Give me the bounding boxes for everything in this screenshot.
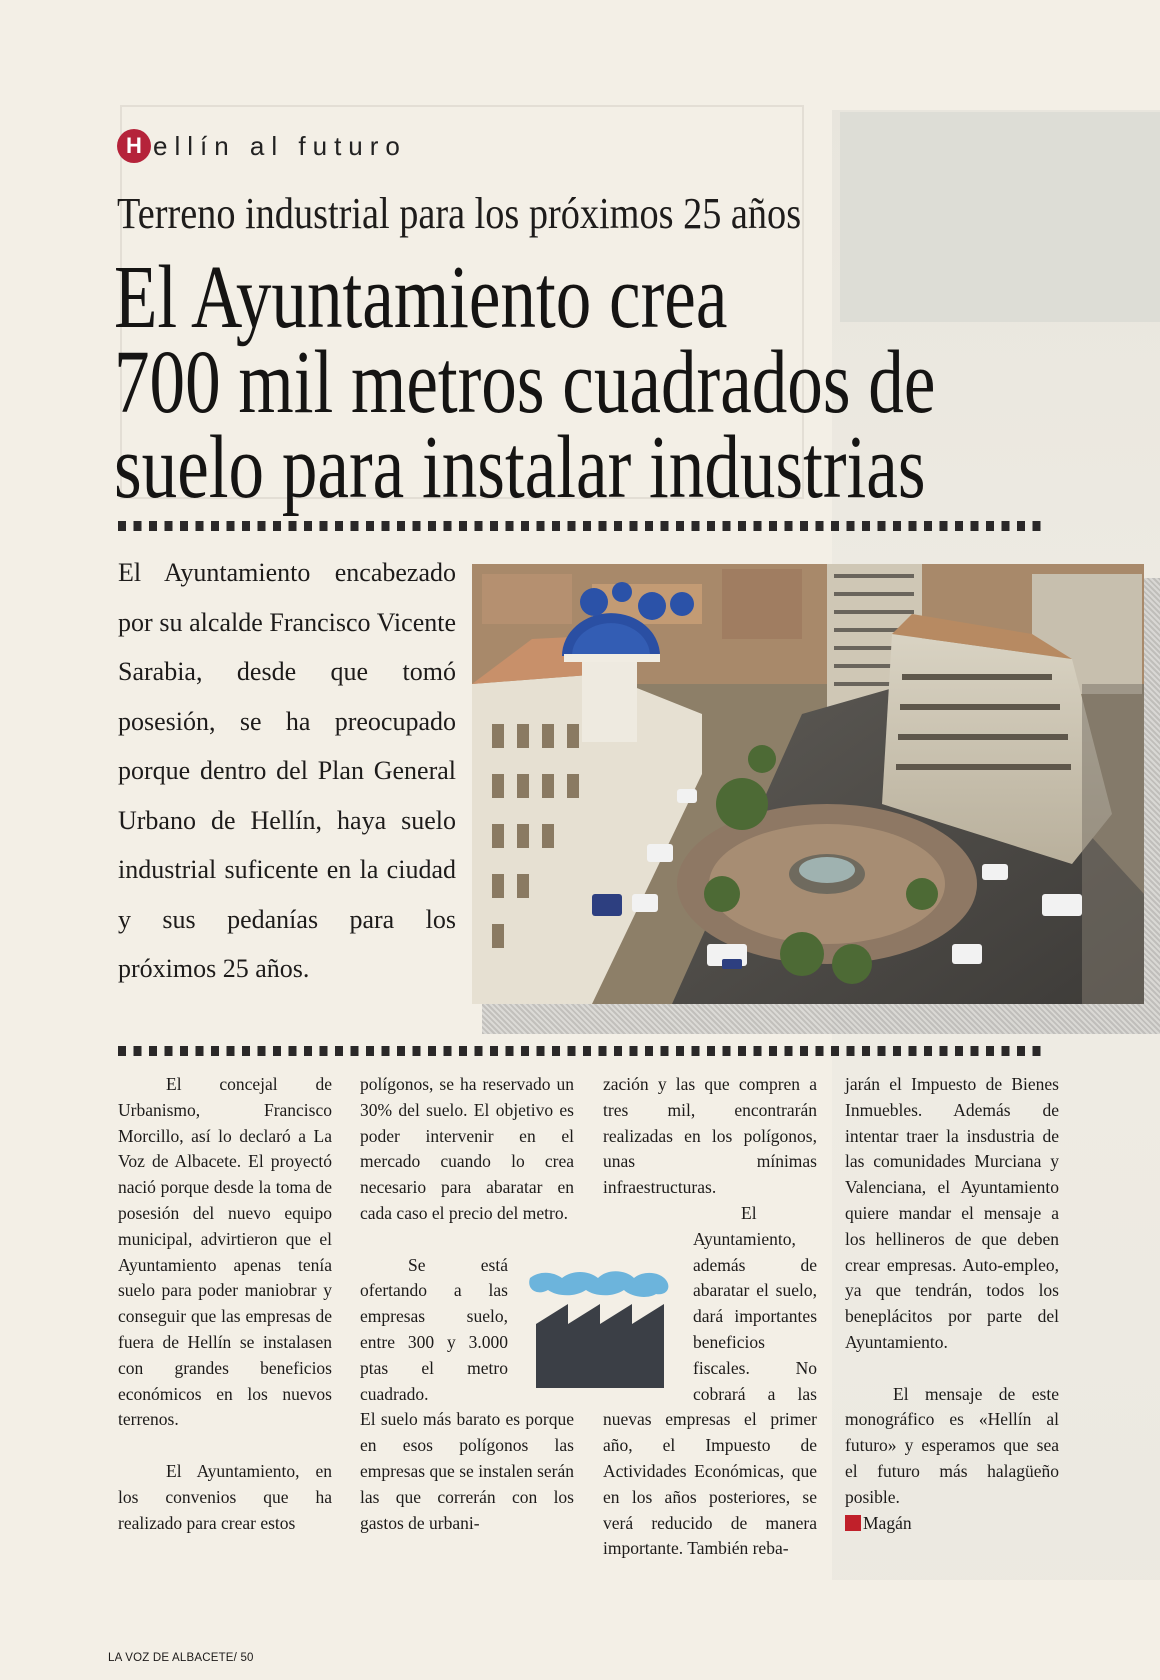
col2-paragraph-3: El suelo más barato es porque en esos polígonos las empresas que se instalen serán las que correrán con los gastos de urbani- <box>360 1409 574 1533</box>
section-badge-icon: H <box>117 129 151 163</box>
headline-line-3: suelo para instalar industrias <box>114 418 926 517</box>
col3-paragraph-2: El Ayuntamiento, además de abaratar el suelo, dará importantes beneficios fiscales. No cobrará a las nuevas empresas el primer año, el Impuesto de Actividades Económicas, que en los años posteriores, se verá reducido de manera importante. También reba- <box>603 1202 817 1559</box>
body-column-4 <box>845 1072 1059 1539</box>
col4-paragraph-1: jarán el Impuesto de Bienes Inmuebles. Además de intentar traer la insdustria de las comunidades Murciana y Valenciana, el Ayuntamiento quiere mandar el mensaje a los hellineros de que deben crear empresas. Auto-empleo, ya que tendrán, todos los beneplácitos por parte del Ayuntamiento. <box>845 1074 1059 1352</box>
col3-paragraph-1: zación y las que compren a tres mil, encontrarán realizadas en los polígonos, unas mínimas infraestructuras. <box>603 1074 817 1198</box>
red-square-icon <box>845 1515 861 1531</box>
headline-line-1: El Ayuntamiento crea <box>114 248 728 347</box>
col1-paragraph-1: El concejal de Urbanismo, Francisco Morcillo, así lo declaró a La Voz de Albacete. El proyectó nació porque desde la toma de posesión del nuevo equipo municipal, advirtieron que el Ayuntamiento apenas tenía suelo para poder maniobrar y conseguir que las empresas de fuera de Hellín se instalasen con grandes beneficios económicos en los nuevos terrenos. <box>118 1074 332 1430</box>
dotted-divider-bottom <box>118 1046 1048 1056</box>
col2-paragraph-2: Se está ofertando a las empresas suelo, entre 300 y 3.000 ptas el metro cuadrado. <box>360 1254 508 1404</box>
headline <box>114 248 936 517</box>
signature-line <box>845 1511 1059 1540</box>
author-signature: Magán <box>863 1512 912 1533</box>
lead-paragraph: El Ayuntamiento encabezado por su alcalde Francisco Vicente Sarabia, desde que tomó posesión, se ha preocupado porque dentro del Plan General Urbano de Hellín, haya suelo industrial suficente en la ciudad y sus pedanías para los próximos 25 años. <box>118 558 456 983</box>
page-footer: LA VOZ DE ALBACETE/ 50 <box>108 1652 254 1664</box>
col4-paragraph-2: El mensaje de este monográfico es «Hellín al futuro» y esperamos que sea el futuro más halagüeño posible. <box>845 1383 1059 1507</box>
col2-paragraph-1: polígonos, se ha reservado un 30% del suelo. El objetivo es poder intervenir en el mercado cuando lo crea necesario para abaratar en cada caso el precio del metro. <box>360 1074 574 1223</box>
section-kicker <box>117 128 407 164</box>
factory-icon <box>526 1268 674 1390</box>
aerial-town-square-photo <box>472 564 1144 1004</box>
col1-paragraph-2: El Ayuntamiento, en los convenios que ha realizado para crear estos <box>118 1460 332 1533</box>
aerial-photo <box>472 564 1144 1004</box>
section-label: ellín al futuro <box>153 130 407 161</box>
dotted-divider-top <box>118 521 1048 531</box>
body-column-1 <box>118 1072 332 1536</box>
subheadline: Terreno industrial para los próximos 25 años <box>117 189 802 238</box>
headline-line-2: 700 mil metros cuadrados de <box>114 333 936 432</box>
